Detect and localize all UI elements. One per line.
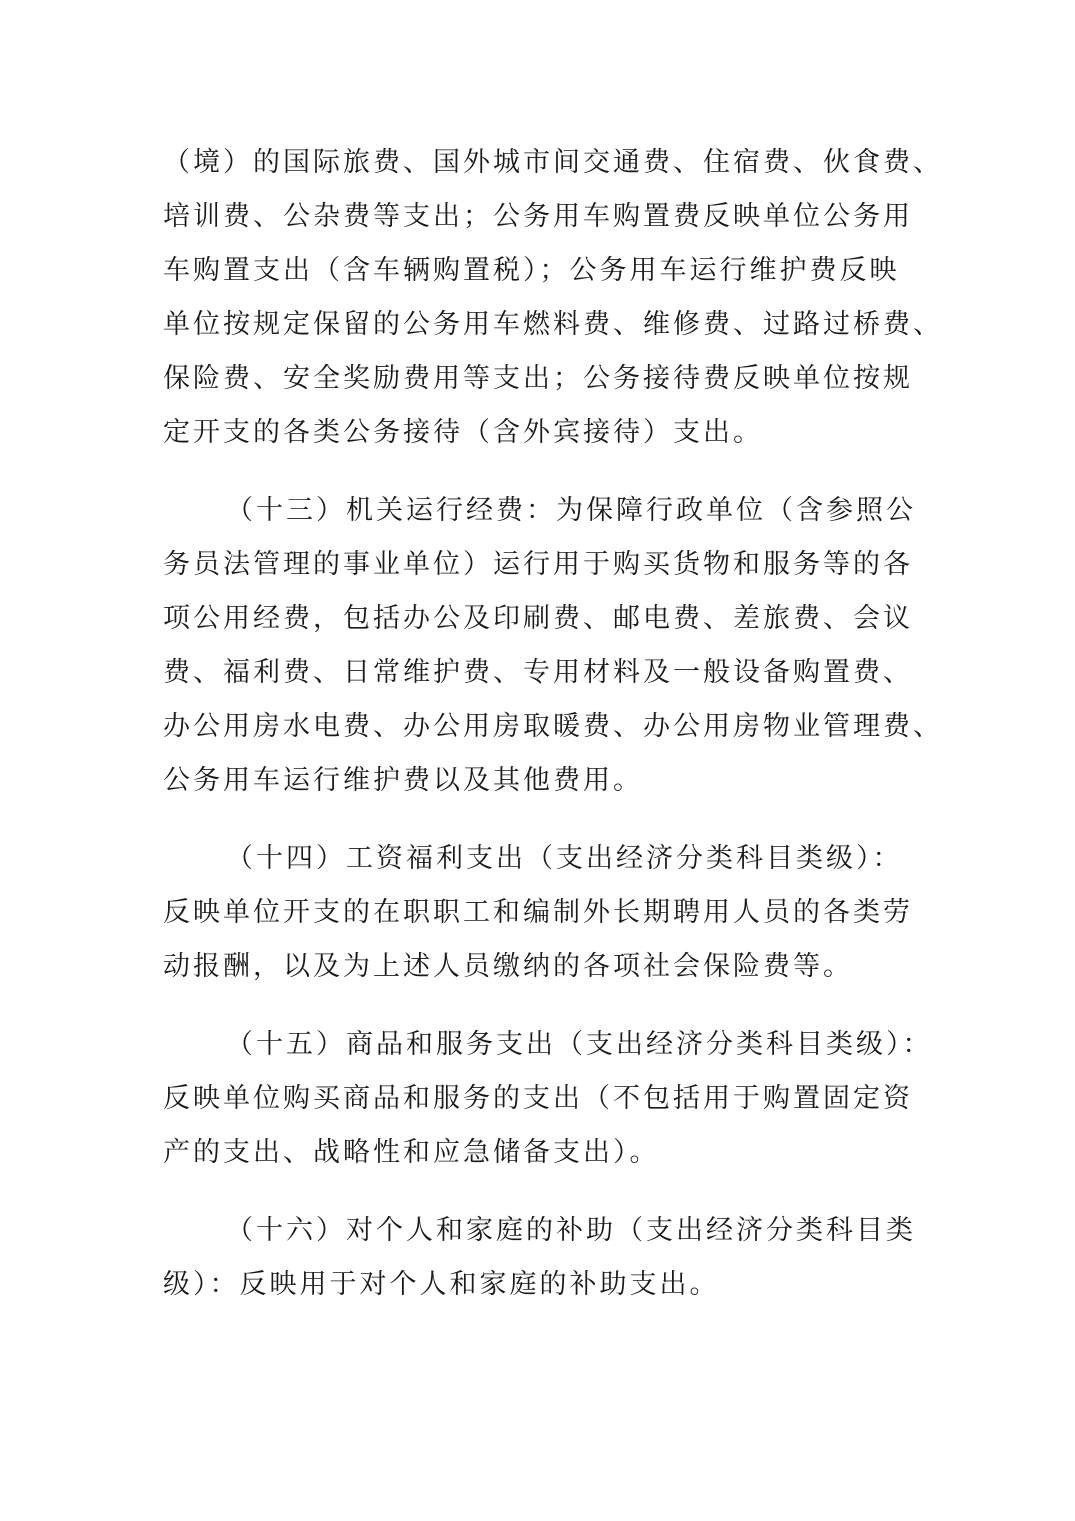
text-line: 单位按规定保留的公务用车燃料费、维修费、过路过桥费、	[163, 309, 943, 340]
text-line: 反映单位开支的在职职工和编制外长期聘用人员的各类劳	[163, 897, 913, 928]
text-line: 费、福利费、日常维护费、专用材料及一般设备购置费、	[163, 657, 913, 688]
text-line: 级）：反映用于对个人和家庭的补助支出。	[163, 1269, 720, 1300]
text-line: 保险费、安全奖励费用等支出；公务接待费反映单位按规	[163, 363, 913, 394]
text-line: （十五）商品和服务支出（支出经济分类科目类级）：	[226, 1029, 933, 1060]
text-line: （十四）工资福利支出（支出经济分类科目类级）：	[226, 843, 903, 874]
text-line: 动报酬，以及为上述人员缴纳的各项社会保险费等。	[163, 951, 853, 982]
text-line: （十三）机关运行经费：为保障行政单位（含参照公	[226, 495, 916, 526]
text-line: （境）的国际旅费、国外城市间交通费、住宿费、伙食费、	[163, 147, 943, 178]
text-line: （十六）对个人和家庭的补助（支出经济分类科目类	[226, 1215, 916, 1246]
text-line: 项公用经费，包括办公及印刷费、邮电费、差旅费、会议	[163, 603, 913, 634]
text-line: 车购置支出（含车辆购置税）；公务用车运行维护费反映	[163, 255, 900, 286]
text-line: 公务用车运行维护费以及其他费用。	[163, 765, 643, 796]
text-line: 反映单位购买商品和服务的支出（不包括用于购置固定资	[163, 1083, 913, 1114]
text-line: 务员法管理的事业单位）运行用于购买货物和服务等的各	[163, 549, 913, 580]
text-line: 产的支出、战略性和应急储备支出）。	[163, 1137, 660, 1168]
text-line: 办公用房水电费、办公用房取暖费、办公用房物业管理费、	[163, 711, 943, 742]
text-line: 定开支的各类公务接待（含外宾接待）支出。	[163, 417, 763, 448]
text-line: 培训费、公杂费等支出；公务用车购置费反映单位公务用	[163, 201, 913, 232]
